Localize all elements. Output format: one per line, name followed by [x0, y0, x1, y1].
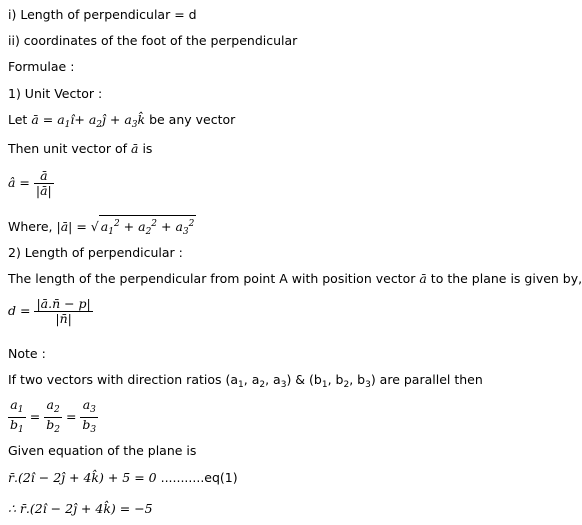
plane-equation-1: r̄.(2î − 2ĵ + 4k̂) + 5 = 0 ...........eq(1): [8, 470, 238, 485]
distance-formula: d = $\frac{|ā.n̄ - p|}{|n̄|}$: [8, 296, 91, 326]
magnitude-line: [8, 215, 196, 240]
text-line-2: ii) coordinates of the foot of the perpendicular: [8, 33, 298, 48]
unit-vector-suffix: is: [142, 141, 153, 156]
unit-vector-line: [8, 141, 152, 157]
magnitude-expression: |ā| = √ $a_1^2 + a_2^2 + a_3^2$: [57, 219, 197, 234]
vector-a-symbol: ā: [131, 141, 139, 156]
let-label: Let: [8, 112, 28, 127]
note-heading: Note :: [8, 346, 46, 361]
text-line-1: i) Length of perpendicular = d: [8, 7, 197, 22]
any-vector-label: be any vector: [149, 112, 236, 127]
parallel-condition-text: If two vectors with direction ratios ($a_1$, $a_2$, $a_3$) & ($b_1$, $b_2$, $b_3$) are parallel then: [8, 372, 483, 390]
vector-definition-line: [8, 112, 235, 133]
unit-vector-fraction: $\frac{ā}{|ā|}$: [35, 168, 52, 198]
unit-vector-heading: 1) Unit Vector :: [8, 86, 103, 101]
where-label: Where,: [8, 219, 53, 234]
given-plane-text: Given equation of the plane is: [8, 443, 197, 458]
perpendicular-description: The length of the perpendicular from point A with position vector ā to the plane is given by,: [8, 271, 582, 286]
equation-tag: ...........eq(1): [160, 470, 238, 485]
perpendicular-heading: 2) Length of perpendicular :: [8, 245, 183, 260]
plane-equation-2: ∴ r̄.(2î − 2ĵ + 4k̂) = −5: [8, 501, 153, 516]
distance-fraction: $\frac{|ā.n̄ - p|}{|n̄|}$: [36, 296, 91, 326]
unit-vector-prefix: Then unit vector of: [8, 141, 128, 156]
formulae-heading: Formulae :: [8, 59, 75, 74]
vector-a-expression: ā = $a_1î+$ $a_2ĵ$ + $a_3k̂$: [31, 112, 146, 130]
unit-vector-formula: â = $\frac{ā}{|ā|}$: [8, 168, 52, 198]
ratio-formula: $\frac{a_1}{b_1}$ = $\frac{a_2}{b_2}$ = $\frac{a_3}{b_3}$: [10, 397, 97, 435]
